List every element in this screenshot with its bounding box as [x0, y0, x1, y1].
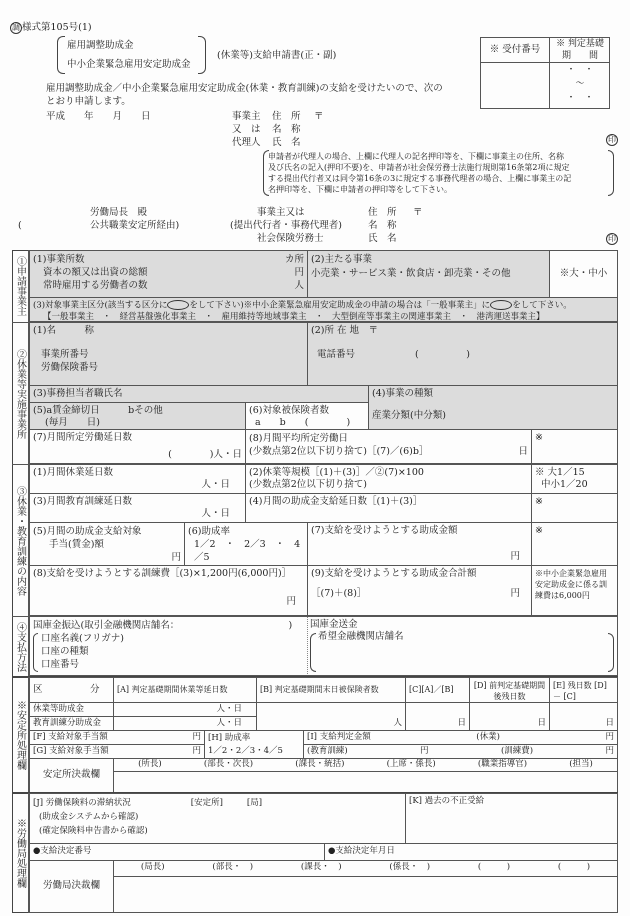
office-approvers-row: (所長) (部長・次長) (課長・統括) (上席・係長) (職業指導官) (担当)	[113, 758, 618, 772]
scale-mark: ※ 大1／15 中小1／20	[531, 464, 618, 494]
name-label: 名 称	[368, 220, 397, 231]
label-agent: 代理人	[232, 137, 261, 148]
applicant-address-field[interactable]	[322, 111, 602, 123]
i-training-row[interactable]: (教育訓練) 円 (訓練費) 円	[303, 744, 618, 759]
bracket-right	[608, 633, 614, 672]
applicant-name-field[interactable]	[322, 124, 602, 136]
subsidy-amount-mark: ※	[531, 522, 618, 566]
employer-or-label: 事業主又は	[257, 207, 305, 218]
header-category: 区 分	[29, 677, 114, 703]
office-approval-stamps[interactable]	[113, 771, 618, 793]
form-id: 調 様式第105号(1)	[12, 22, 92, 33]
header-a: [A] 判定基礎期間休業等延日数	[113, 677, 257, 703]
seal-icon: 印	[608, 135, 616, 144]
avg-work-days-mark: ※	[531, 429, 618, 464]
receipt-box	[480, 37, 610, 109]
wage-cutoff-cell[interactable]: (5)a賃金締切日 bその他 (毎月 日)	[29, 402, 246, 430]
i-leave-row[interactable]: [I] 支給判定金額 (休業) 円	[303, 730, 618, 745]
j-premium-status-cell[interactable]: [J] 労働保険料の滞納状況 [安定所] [局] (助成金システムから確認) (確定保険料申告書から確認)	[29, 793, 406, 844]
applicant-address-label: 住 所	[272, 111, 301, 122]
section2-label: ②休業等実施事業所	[12, 322, 29, 464]
via-office: 公共職業安定所経由)	[90, 220, 180, 231]
bureau-approval-label: 労働局決裁欄	[29, 860, 114, 913]
office-count-cell[interactable]: (1)事業所数 カ所 資本の額又は出資の総額 円 常時雇用する労働者の数 人	[29, 250, 308, 298]
office-approval-label: 安定所決裁欄	[29, 758, 114, 793]
right-bracket	[198, 36, 206, 74]
bureau-approval-stamps[interactable]	[113, 876, 618, 913]
training-fee-cell[interactable]: (8)支給を受けようとする訓練費［(3)×1,200円(6,000円)］ 円	[29, 565, 308, 616]
staff-name-cell[interactable]: (3)事務担当者職氏名	[29, 385, 369, 403]
date-field[interactable]: 平成 年 月 日	[46, 111, 151, 122]
form-title: (休業等)支給申請書(正・副)	[217, 50, 337, 61]
sharoushi-label: 社会保険労務士	[257, 233, 324, 244]
e-value[interactable]: 日	[549, 702, 618, 731]
period-field[interactable]: ・ ・ ～ ・ ・	[566, 65, 594, 103]
receipt-number-label: ※ 受付番号	[481, 38, 550, 63]
j-office-check[interactable]: [安定所]	[190, 798, 223, 808]
bank-transfer-cell[interactable]: 国庫金振込(取引金融機関店舗名： ) 口座名義(フリガナ) 口座の種類 口座番号	[29, 616, 308, 676]
label-or: 又 は	[232, 124, 261, 135]
decision-date-cell[interactable]: ●支給決定年月日	[324, 843, 618, 861]
section4-label: ④支払方法	[12, 616, 29, 676]
subsidy-option-1[interactable]: 雇用調整助成金	[67, 40, 134, 51]
b-value[interactable]: 人	[256, 702, 406, 731]
person-label: 氏 名	[368, 233, 397, 244]
g-row[interactable]: [G] 支給対象手当額 円	[29, 744, 205, 759]
bureau-processing-label: ※労働局処理欄	[12, 793, 29, 913]
row-training-label: 教育訓練分助成金	[29, 716, 114, 731]
sme-training-note: ※中小企業緊急雇用安定助成金に係る訓練費は6,000円	[531, 565, 618, 616]
work-days-cell[interactable]: (7)月間所定労働延日数 ( )人・日	[29, 429, 246, 464]
postal-mark: 〒	[413, 207, 423, 218]
main-business-cell[interactable]: (2)主たる事業 小売業・サービス業・飲食店・卸売業・その他	[307, 250, 550, 298]
bureau-addressee: 労働局長 殿	[90, 207, 148, 218]
section1-label: ①申請事業主	[12, 250, 29, 322]
note-bracket-right	[608, 150, 614, 196]
row-training-a[interactable]: 人・日	[113, 716, 257, 731]
subsidy-days-cell[interactable]: (4)月間の助成金支給延日数［(1)＋(3)］	[245, 493, 532, 523]
decision-number-cell[interactable]: ●支給決定番号	[29, 843, 325, 861]
size-class-cell: ※大・中小	[549, 250, 618, 298]
addressee-address-field[interactable]	[420, 207, 600, 219]
addressee-person-field[interactable]	[420, 233, 600, 245]
location-cell[interactable]: (2)所 在 地 〒 電話番号 ( )	[307, 322, 618, 386]
bracket-left	[33, 633, 38, 672]
circle-mark-icon	[167, 300, 189, 310]
total-amount-cell[interactable]: (9)支給を受けようとする助成金合計額 ［(7)＋(8)］ 円	[307, 565, 532, 616]
office-processing-label: ※安定所処理欄	[12, 677, 29, 793]
applicant-person-label: 氏 名	[272, 137, 301, 148]
subsidy-option-2[interactable]: 中小企業緊急雇用安定助成金	[67, 59, 191, 70]
h-rate-cell[interactable]: [H] 助成率 1／2・2／3・4／5	[204, 730, 304, 759]
header-c: [C][A]／[B]	[405, 677, 470, 703]
label-employer: 事業主	[232, 111, 261, 122]
applicant-name-label: 名 称	[272, 124, 301, 135]
addressee-name-field[interactable]	[420, 220, 600, 232]
f-row[interactable]: [F] 支給対象手当額 円	[29, 730, 205, 745]
applicant-person-field[interactable]	[322, 137, 602, 149]
k-past-fraud-cell[interactable]: [K] 過去の不正受給	[405, 793, 618, 844]
circle-mark-icon	[490, 300, 512, 310]
form-seal-icon: 調	[12, 23, 20, 32]
paren-open: (	[18, 220, 22, 231]
header-b: [B] 判定基礎期間末日被保険者数	[256, 677, 406, 703]
d-value[interactable]: 日	[469, 702, 550, 731]
business-type-cell[interactable]: (4)事業の種類 産業分類(中分類)	[368, 385, 618, 430]
header-e: [E] 残日数 [D] － [C]	[549, 677, 618, 703]
allowance-cell[interactable]: (5)月間の助成金支給対象 手当(賃金)額 円	[29, 522, 185, 566]
address-label: 住 所	[368, 207, 397, 218]
scale-cell[interactable]: (2)休業等規模［(1)＋(3)］／②(7)×100 (少数点第2位以下切り捨て)	[245, 464, 532, 494]
left-bracket	[57, 36, 65, 74]
seal-icon: 印	[608, 234, 616, 243]
avg-work-days-cell[interactable]: (8)月間平均所定労働日 (少数点第2位以下切り捨て)［(7)／(6)b］ 日	[245, 429, 532, 464]
period-label: ※ 判定基礎 期 間	[550, 38, 610, 63]
subsidy-amount-cell[interactable]: (7)支給を受けようとする助成金額 円	[307, 522, 532, 566]
row-leave-a[interactable]: 人・日	[113, 702, 257, 717]
c-value[interactable]: 日	[405, 702, 470, 731]
bracket-left	[310, 633, 316, 672]
intro-line-2: とおり申請します。	[46, 96, 131, 107]
remittance-cell[interactable]: 国庫金送金 希望金融機関店舗名	[307, 616, 618, 676]
section3-label: ③休業・教育訓練の内容	[12, 464, 29, 616]
agent-type-label: (提出代行者・事務代理者)	[230, 220, 342, 231]
intro-line-1: 雇用調整助成金／中小企業緊急雇用安定助成金(休業・教育訓練)の支給を受けたいので、次の	[46, 83, 443, 94]
leave-days-cell[interactable]: (1)月間休業延日数 人・日	[29, 464, 246, 494]
employer-category-cell[interactable]: (3)対象事業主区分(該当する区分に をして下さい)※中小企業緊急雇用安定助成金の申請の場合は「一般事業主」に をして下さい。 【一般事業主 ・ 経営基盤強化事業主 ・ 雇用維持等地域事業主 ・ 大型倒産等事業主の関連事業主 ・ 港湾運送事業主】	[29, 297, 618, 322]
postal-mark: 〒	[314, 111, 324, 122]
insured-count-cell[interactable]: (6)対象被保険者数 a b ( )	[245, 402, 369, 430]
header-d: [D] 前判定基礎期間後残日数	[469, 677, 550, 703]
row-leave-label: 休業等助成金	[29, 702, 114, 717]
receipt-number-field[interactable]	[481, 63, 550, 109]
training-days-cell[interactable]: (3)月間教育訓練延日数 人・日	[29, 493, 246, 523]
agent-note: 申請者が代理人の場合、上欄に代理人の記名押印等を、下欄に事業主の住所、名称 及び氏名の記入(押印不要)を、申請者が社会保労務士法施行規則第16条第2項に規定 する提出代行者又は同令第16条の3に規定する事務代理者の場合、上欄に事業主の記 名押印等を、下欄に申請者の押印等をして下さい。	[268, 152, 572, 194]
office-name-cell[interactable]: (1)名 称 事業所番号 労働保険番号	[29, 322, 308, 386]
bureau-approvers-row: (局長) (部長・ ) (課長・ ) (係長・ ) ( ) ( )	[113, 860, 618, 877]
j-bureau-check[interactable]: [局]	[246, 798, 263, 808]
subsidy-days-mark: ※	[531, 493, 618, 523]
rate-cell[interactable]: (6)助成率 1／2 ・ 2／3 ・ 4／5	[184, 522, 308, 566]
